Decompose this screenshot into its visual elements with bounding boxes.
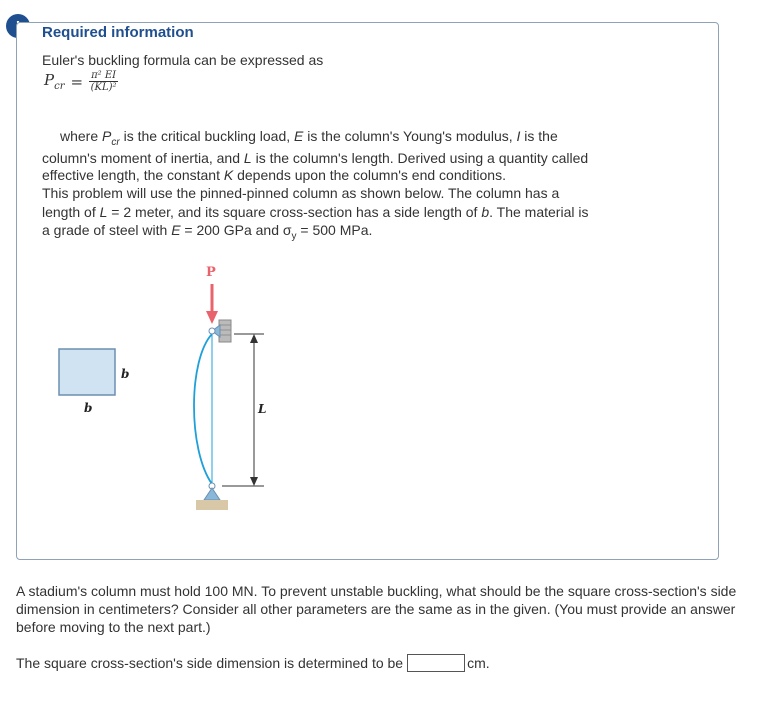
top-pin [209, 328, 215, 334]
definition-line-3: effective length, the constant K depends upon the column's end conditions. [42, 167, 506, 183]
label-P: P [206, 265, 216, 280]
answer-row [16, 654, 490, 672]
ground-support [196, 500, 228, 510]
bottom-pin-triangle [204, 488, 220, 500]
definition-line-4: This problem will use the pinned-pinned column as shown below. The column has a [42, 185, 560, 201]
formula-denominator: (KL)² [90, 82, 117, 93]
buckled-column [194, 334, 212, 484]
definition-line-5: length of L = 2 meter, and its square cross-section has a side length of b. The material is [42, 204, 589, 220]
question-text: A stadium's column must hold 100 MN. To prevent unstable buckling, what should be the square cross-section's side dimension in centimeters? Consider all other parameters are the same as in the given. (You must provide an answer before moving to the next part.) [16, 583, 737, 635]
label-b-bottom: b [84, 401, 93, 415]
definition-line-6: a grade of steel with E = 200 GPa and $\sigma_y = 500$ MPa. [42, 222, 373, 242]
definition-line-2: column's moment of inertia, and L is the column's length. Derived using a quantity called [42, 150, 589, 166]
label-b-side: b [121, 367, 130, 381]
definition-line-1: where $P_{cr}$ is the critical buckling load, E is the column's Young's modulus, I is the [60, 128, 558, 148]
formula-numerator: π² EI [91, 70, 117, 81]
answer-prefix: The square cross-section's side dimension is determined to be [16, 655, 404, 671]
required-info-heading: Required information [42, 24, 194, 41]
intro-text: Euler's buckling formula can be expressed as [42, 52, 324, 68]
answer-unit: cm. [467, 655, 490, 671]
answer-input[interactable] [407, 654, 465, 672]
cross-section-square [59, 349, 115, 395]
formula-equals: = [70, 72, 84, 91]
load-arrow-head [206, 311, 218, 324]
label-L: L [258, 402, 267, 416]
top-support-plate [219, 320, 231, 342]
formula-lhs: $P_{cr}$ [44, 71, 65, 92]
